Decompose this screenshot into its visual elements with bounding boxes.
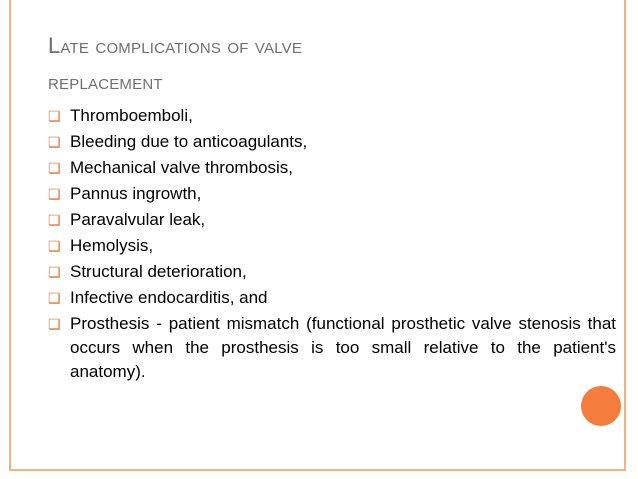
bullet-item <box>48 130 616 154</box>
bullet-text: Thromboemboli, <box>70 106 193 125</box>
bullet-text: Mechanical valve thrombosis, <box>70 158 293 177</box>
bullet-box-icon: ❑ <box>48 108 61 124</box>
bullet-item <box>48 182 616 206</box>
bullet-item <box>48 312 616 384</box>
slide-title-line-2: replacement <box>48 69 163 94</box>
decorative-circle <box>581 386 621 426</box>
bullet-item <box>48 208 616 232</box>
bullet-box-icon: ❑ <box>48 290 61 306</box>
slide-title <box>48 28 588 100</box>
bullet-list <box>48 104 616 386</box>
bullet-box-icon: ❑ <box>48 186 61 202</box>
bullet-text: Pannus ingrowth, <box>70 184 202 203</box>
bullet-text: Bleeding due to anticoagulants, <box>70 132 308 151</box>
bullet-box-icon: ❑ <box>48 160 61 176</box>
bullet-box-icon: ❑ <box>48 212 61 228</box>
bullet-box-icon: ❑ <box>48 316 61 332</box>
bullet-box-icon: ❑ <box>48 238 61 254</box>
bullet-item <box>48 260 616 284</box>
bullet-item <box>48 156 616 180</box>
bullet-item <box>48 234 616 258</box>
bullet-box-icon: ❑ <box>48 134 61 150</box>
bullet-text: Structural deterioration, <box>70 262 247 281</box>
bullet-item <box>48 104 616 128</box>
bullet-text: Paravalvular leak, <box>70 210 206 229</box>
bullet-text: Prosthesis - patient mismatch (functional prosthetic valve stenosis that occurs when the prosthesis is too small relative to the patient's anatomy). <box>70 314 616 381</box>
bullet-box-icon: ❑ <box>48 264 61 280</box>
slide-frame <box>9 0 626 471</box>
bullet-text: Hemolysis, <box>70 236 154 255</box>
bullet-text: Infective endocarditis, and <box>70 288 268 307</box>
bullet-item <box>48 286 616 310</box>
slide-title-line-1: Late complications of valve <box>48 33 303 58</box>
